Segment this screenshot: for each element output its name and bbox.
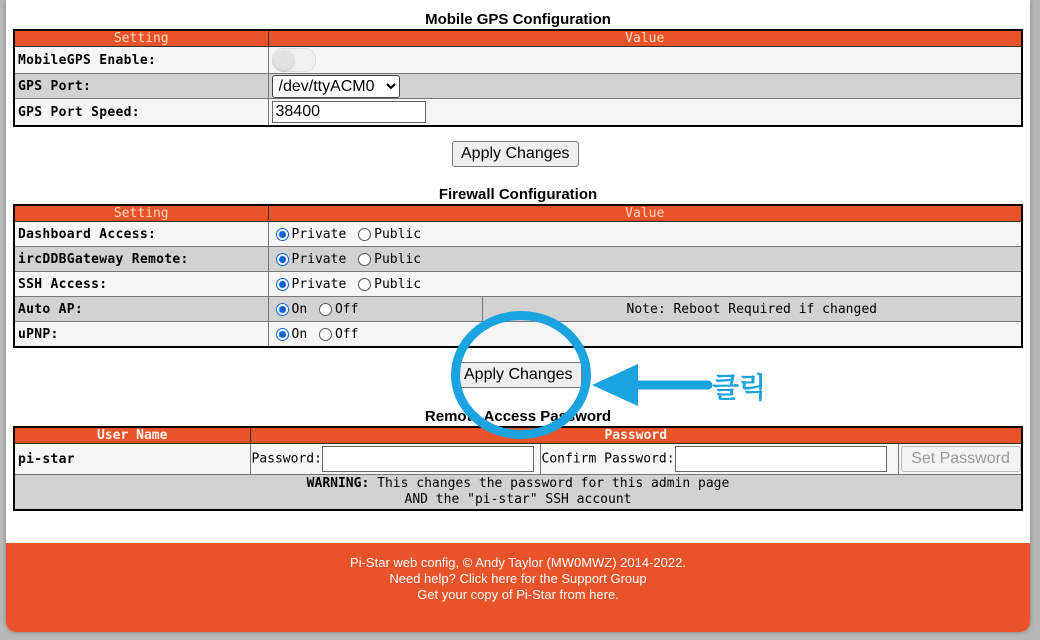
firewall-section-title: Firewall Configuration <box>438 186 598 203</box>
footer-copyright: Pi-Star web config, © Andy Taylor (MW0MWZ) 2014-2022. <box>350 555 686 570</box>
warning-bold: WARNING: <box>306 476 370 491</box>
click-annotation-text: 클릭 <box>712 371 767 404</box>
dashboard-public-label: Public <box>374 226 422 242</box>
ssh-private-label: Private <box>291 276 347 292</box>
click-highlight-circle <box>451 311 591 439</box>
gps-section-title: Mobile GPS Configuration <box>425 11 611 28</box>
remote-user-value: pi-star <box>14 444 250 475</box>
autoap-on-radio[interactable] <box>276 303 289 316</box>
gps-speed-label: GPS Port Speed: <box>14 99 268 127</box>
autoap-off-label: Off <box>334 301 359 317</box>
confirm-password-input[interactable] <box>675 446 887 472</box>
ssh-public-radio[interactable] <box>358 278 371 291</box>
firewall-ircddb-label: ircDDBGateway Remote: <box>14 247 268 272</box>
footer-download-link[interactable]: Get your copy of Pi-Star from here. <box>417 587 619 602</box>
autoap-off-radio[interactable] <box>319 303 332 316</box>
ircddb-private-radio[interactable] <box>276 253 289 266</box>
firewall-dashboard-label: Dashboard Access: <box>14 222 268 247</box>
set-password-button[interactable]: Set Password <box>901 446 1021 472</box>
warning-line2: AND the "pi-star" SSH account <box>404 492 632 507</box>
gps-port-select[interactable] <box>272 75 400 98</box>
confirm-password-label: Confirm Password: <box>541 451 675 467</box>
password-label: Password: <box>251 451 322 467</box>
gps-apply-button[interactable]: Apply Changes <box>452 141 579 167</box>
firewall-upnp-label: uPNP: <box>14 322 268 348</box>
upnp-off-label: Off <box>334 326 359 342</box>
ircddb-public-label: Public <box>374 251 422 267</box>
gps-col-setting: Setting <box>14 30 268 47</box>
password-warning <box>14 475 1022 511</box>
dashboard-public-radio[interactable] <box>358 228 371 241</box>
autoap-on-label: On <box>291 301 308 317</box>
dashboard-private-radio[interactable] <box>276 228 289 241</box>
footer-support-link[interactable]: Need help? Click here for the Support Group <box>389 571 647 586</box>
upnp-on-radio[interactable] <box>276 328 289 341</box>
ssh-public-label: Public <box>374 276 422 292</box>
gps-enable-toggle[interactable] <box>272 48 316 72</box>
firewall-col-setting: Setting <box>14 205 268 222</box>
gps-enable-label: MobileGPS Enable: <box>14 47 268 74</box>
firewall-col-value: Value <box>268 205 1022 222</box>
firewall-ssh-label: SSH Access: <box>14 272 268 297</box>
reboot-note: Note: Reboot Required if changed <box>482 297 1022 322</box>
remote-col-password: Password <box>250 427 1022 444</box>
toggle-knob <box>274 50 294 70</box>
ircddb-private-label: Private <box>291 251 347 267</box>
click-arrow-icon <box>590 360 712 410</box>
gps-col-value: Value <box>268 30 1022 47</box>
remote-section-title: Remote Access Password <box>424 408 612 425</box>
upnp-off-radio[interactable] <box>319 328 332 341</box>
dashboard-private-label: Private <box>291 226 347 242</box>
warning-text: This changes the password for this admin page <box>369 476 730 491</box>
ircddb-public-radio[interactable] <box>358 253 371 266</box>
gps-speed-input[interactable] <box>272 101 426 123</box>
firewall-apply-button[interactable]: Apply Changes <box>455 362 582 388</box>
page-footer <box>6 543 1030 632</box>
ssh-private-radio[interactable] <box>276 278 289 291</box>
gps-config-table <box>13 29 1023 127</box>
gps-port-label: GPS Port: <box>14 74 268 99</box>
firewall-autoap-label: Auto AP: <box>14 297 268 322</box>
password-input[interactable] <box>322 446 534 472</box>
upnp-on-label: On <box>291 326 308 342</box>
remote-col-user: User Name <box>14 427 250 444</box>
